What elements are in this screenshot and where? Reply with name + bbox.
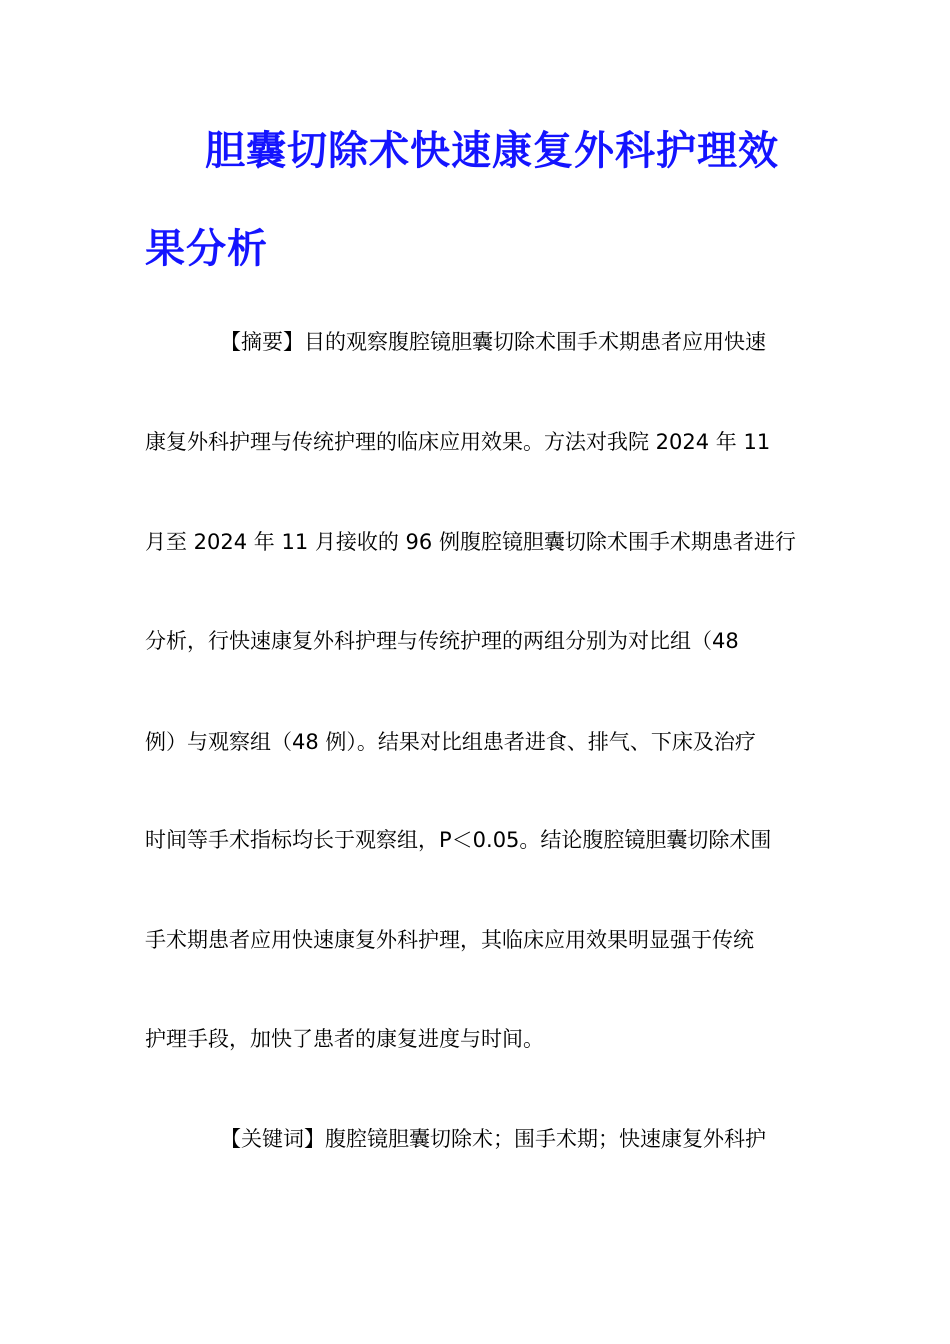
abstract-line: 月至 2024 年 11 月接收的 96 例腹腔镜胆囊切除术围手术期患者进行 (145, 530, 796, 554)
abstract-line: 【摘要】目的观察腹腔镜胆囊切除术围手术期患者应用快速 (220, 330, 766, 354)
abstract-line: 分析，行快速康复外科护理与传统护理的两组分别为对比组（48 (145, 629, 739, 653)
abstract-line: 时间等手术指标均长于观察组，P＜0.05。结论腹腔镜胆囊切除术围 (145, 828, 772, 852)
document-title-line-1: 胆囊切除术快速康复外科护理效 (205, 128, 779, 174)
document-title-line-2: 果分析 (145, 226, 268, 272)
abstract-line: 护理手段，加快了患者的康复进度与时间。 (145, 1027, 544, 1051)
abstract-line: 手术期患者应用快速康复外科护理，其临床应用效果明显强于传统 (145, 928, 754, 952)
abstract-line: 康复外科护理与传统护理的临床应用效果。方法对我院 2024 年 11 (145, 430, 771, 454)
abstract-line: 例）与观察组（48 例）。结果对比组患者进食、排气、下床及治疗 (145, 730, 756, 754)
keywords-line: 【关键词】腹腔镜胆囊切除术；围手术期；快速康复外科护 (220, 1127, 766, 1151)
